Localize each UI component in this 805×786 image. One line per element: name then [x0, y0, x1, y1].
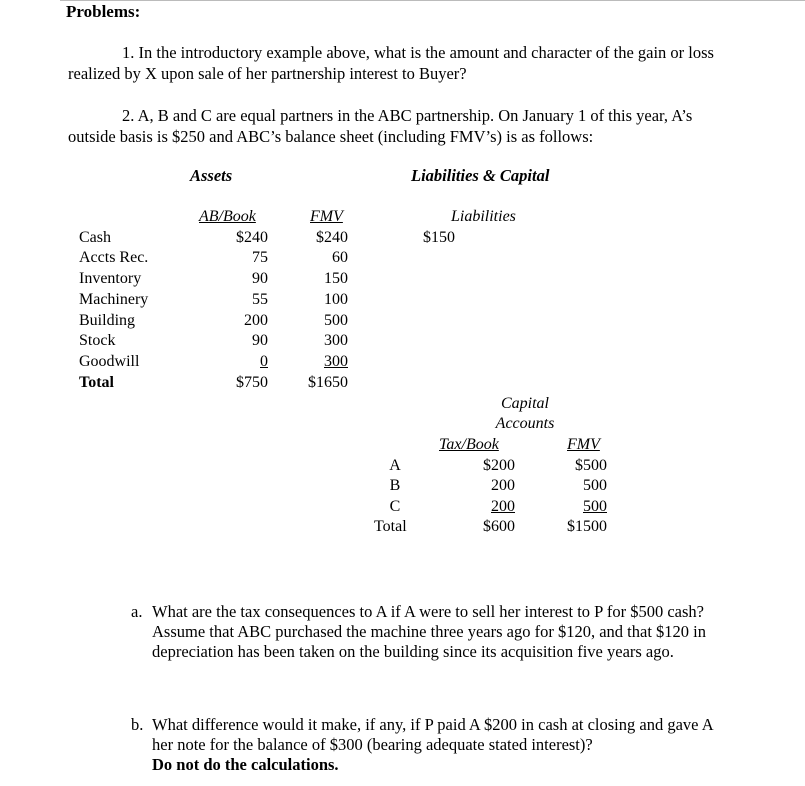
partner-label: C [389, 498, 401, 515]
asset-label: Stock [79, 332, 116, 349]
partner-tax-value: 200 [491, 498, 515, 515]
top-rule [60, 0, 805, 1]
page-title: Problems: [66, 2, 141, 21]
partner-label: A [389, 457, 401, 474]
problem-1-text: 1. In the introductory example above, what is the amount and character of the gain or loss realized by X upon sale of her partnership interest to Buyer? [68, 43, 714, 83]
question-b-text: What difference would it make, if any, if P paid A $200 in cash at closing and gave A her note for the balance of $300 (bearing adequate stated interest)? [152, 715, 713, 754]
asset-fmv-value: 500 [324, 312, 348, 329]
assets-header: Assets [190, 166, 233, 185]
question-a-text: What are the tax consequences to A if A were to sell her interest to P for $500 cash? Assume that ABC purchased the machine three years ago for $120, and that $120 in depreciation has been taken on the building since its acquisition five years ago. [152, 602, 706, 661]
ab-book-column-header: AB/Book [199, 208, 256, 225]
asset-label: Cash [79, 229, 111, 246]
asset-ab-value: 0 [260, 353, 268, 370]
question-b [131, 715, 732, 775]
asset-fmv-value: $240 [316, 229, 348, 246]
asset-ab-value: 75 [252, 249, 268, 266]
problem-2-text: 2. A, B and C are equal partners in the ABC partnership. On January 1 of this year, A’s outside basis is $250 and ABC’s balance sheet (including FMV’s) is as follows: [68, 106, 693, 146]
partner-label: B [389, 477, 401, 494]
capital-total-fmv: $1500 [567, 518, 607, 535]
asset-fmv-value: 300 [324, 353, 348, 370]
capital-total-label: Total [374, 518, 407, 535]
partner-fmv-value: $500 [575, 457, 607, 474]
accounts-header: Accounts [495, 415, 555, 432]
partner-tax-value: $200 [483, 457, 515, 474]
asset-fmv-value: 300 [324, 332, 348, 349]
liabilities-capital-header: Liabilities & Capital [411, 166, 550, 185]
asset-label: Accts Rec. [79, 249, 149, 266]
asset-total-ab: $750 [236, 374, 268, 391]
asset-label: Inventory [79, 270, 142, 287]
asset-fmv-value: 100 [324, 291, 348, 308]
asset-fmv-value: 150 [324, 270, 348, 287]
capital-header: Capital [500, 395, 549, 412]
question-b-bold-note: Do not do the calculations. [152, 755, 339, 774]
asset-fmv-value: 60 [332, 249, 348, 266]
liabilities-header: Liabilities [451, 208, 516, 225]
asset-ab-value: 200 [244, 312, 268, 329]
partner-fmv-value: 500 [583, 477, 607, 494]
capital-fmv-column-header: FMV [567, 436, 600, 453]
asset-total-fmv: $1650 [308, 374, 348, 391]
question-a [131, 602, 732, 662]
asset-label: Building [79, 312, 136, 329]
asset-ab-value: 90 [252, 332, 268, 349]
capital-total-tax: $600 [483, 518, 515, 535]
partner-fmv-value: 500 [583, 498, 607, 515]
asset-ab-value: 55 [252, 291, 268, 308]
asset-label: Machinery [79, 291, 149, 308]
tax-book-column-header: Tax/Book [439, 436, 499, 453]
partner-tax-value: 200 [491, 477, 515, 494]
asset-total-label: Total [79, 374, 114, 391]
question-a-label: a. [131, 602, 143, 621]
asset-ab-value: $240 [236, 229, 268, 246]
asset-label: Goodwill [79, 353, 140, 370]
liabilities-value: $150 [423, 229, 455, 246]
asset-ab-value: 90 [252, 270, 268, 287]
question-b-label: b. [131, 715, 144, 734]
fmv-column-header: FMV [310, 208, 343, 225]
